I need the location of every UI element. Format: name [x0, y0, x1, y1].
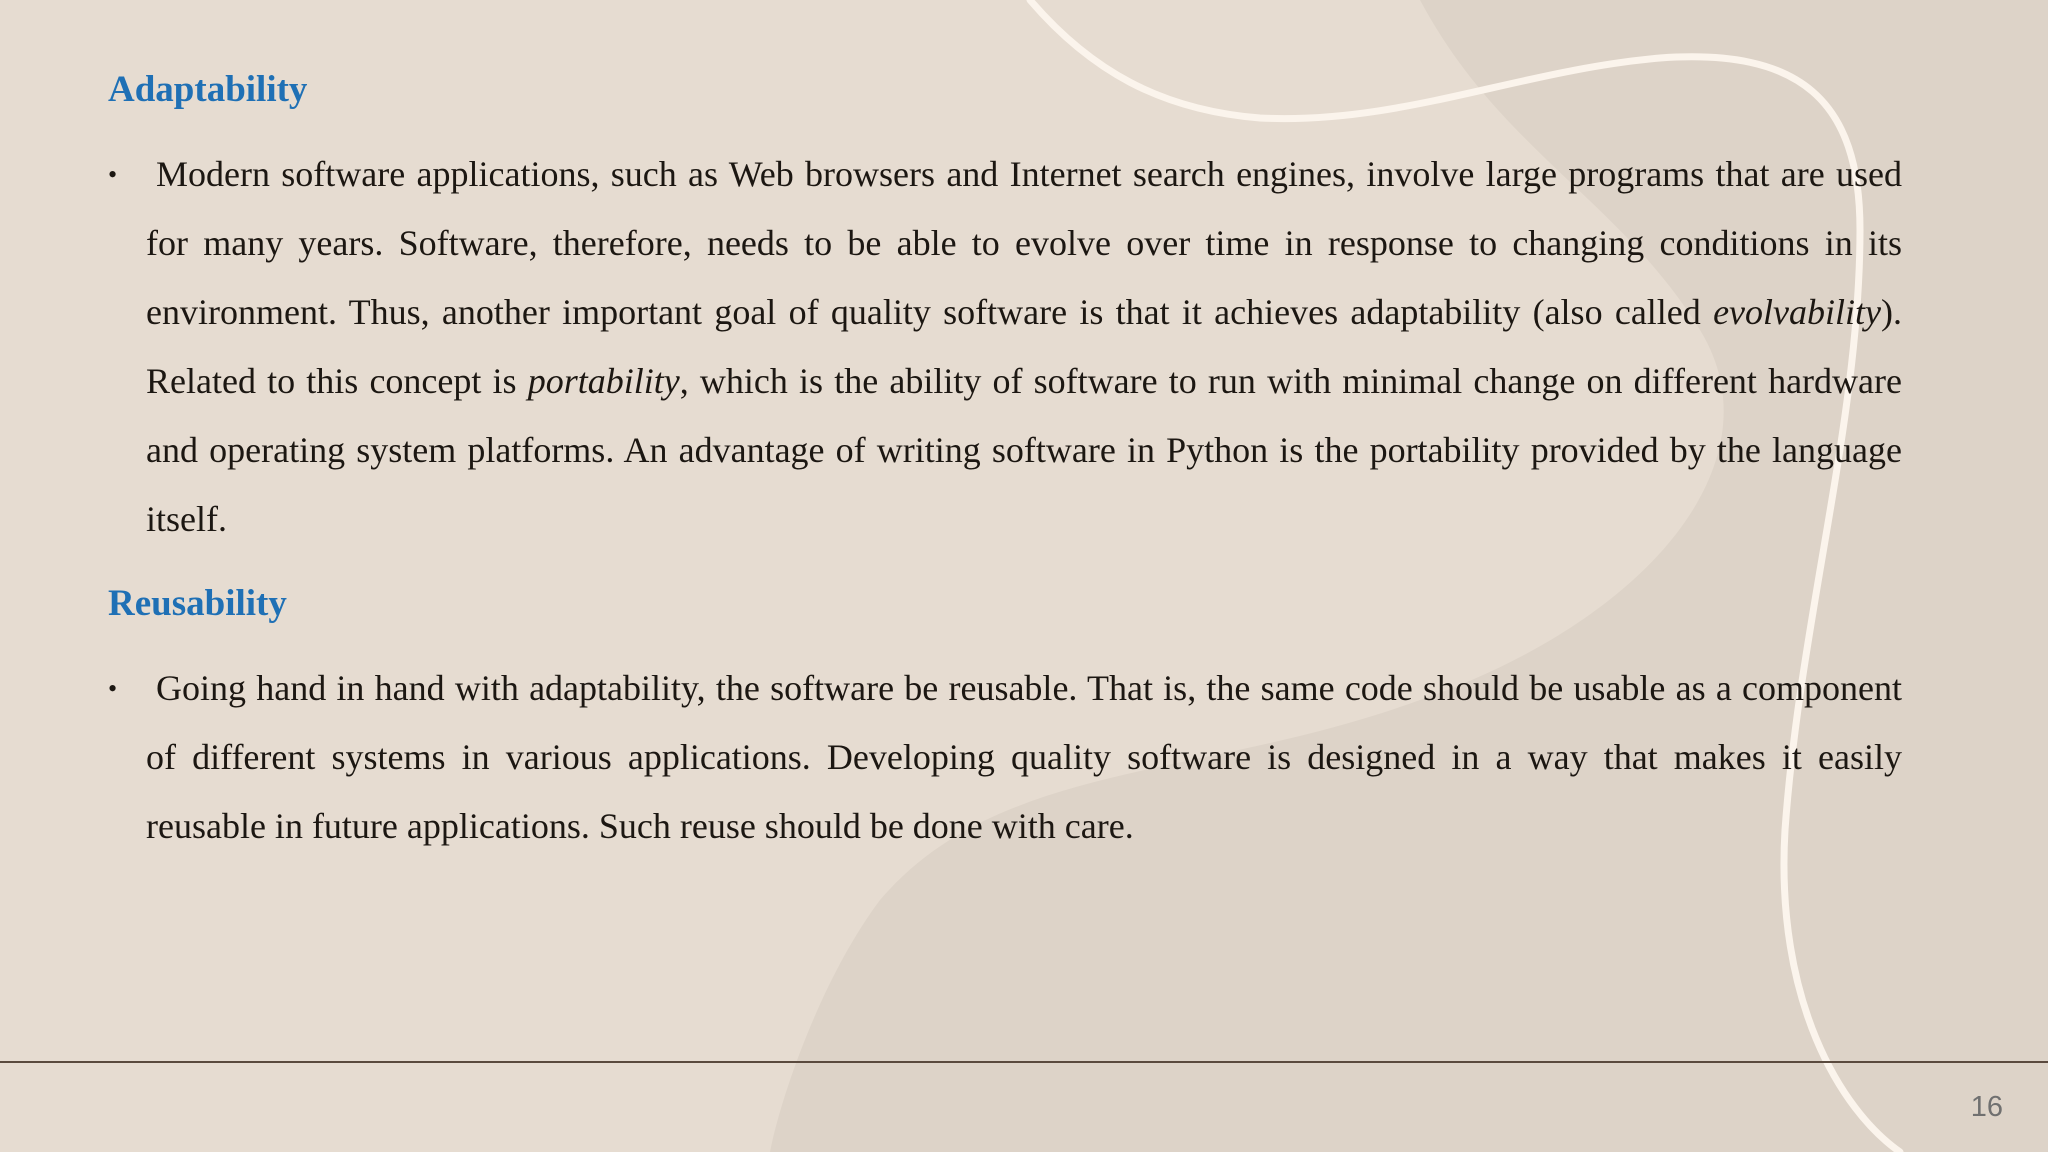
reusability-paragraph: Going hand in hand with adaptability, the software be reusable. That is, the same code should be usable as a component of different systems in various applications. Developing quality software is designed in a way that makes it easily reusable in future applications. Such reuse should be done with care.: [146, 668, 1902, 846]
paragraph-text: , which is the ability of software to run with minimal change on different hardware and operating system platforms. An advantage of writing software in Python is the portability provided by the language itself.: [146, 361, 1902, 539]
slide-content: [108, 58, 1902, 879]
section-heading-reusability: Reusability: [108, 583, 287, 624]
bullet-item-reusability: [108, 654, 1902, 861]
adaptability-paragraph: [146, 140, 1902, 554]
footer-divider: [0, 1061, 2048, 1063]
paragraph-text: ). Related to this concept is: [146, 292, 1902, 401]
italic-term-portability: portability: [527, 361, 680, 401]
bullet-item-adaptability: [108, 140, 1902, 554]
page-number: 16: [1970, 1091, 2003, 1123]
bullet-icon: •: [108, 160, 118, 189]
section-heading-adaptability: Adaptability: [108, 69, 308, 110]
paragraph-text: Modern software applications, such as Web browsers and Internet search engines, involve large programs that are used for many years. Software, therefore, needs to be able to evolve over time in response to changing conditions in its environment. Thus, another important goal of quality software is that it achieves adaptability (also called: [146, 154, 1902, 332]
italic-term-evolvability: evolvability: [1713, 292, 1881, 332]
bullet-icon: •: [108, 674, 118, 703]
